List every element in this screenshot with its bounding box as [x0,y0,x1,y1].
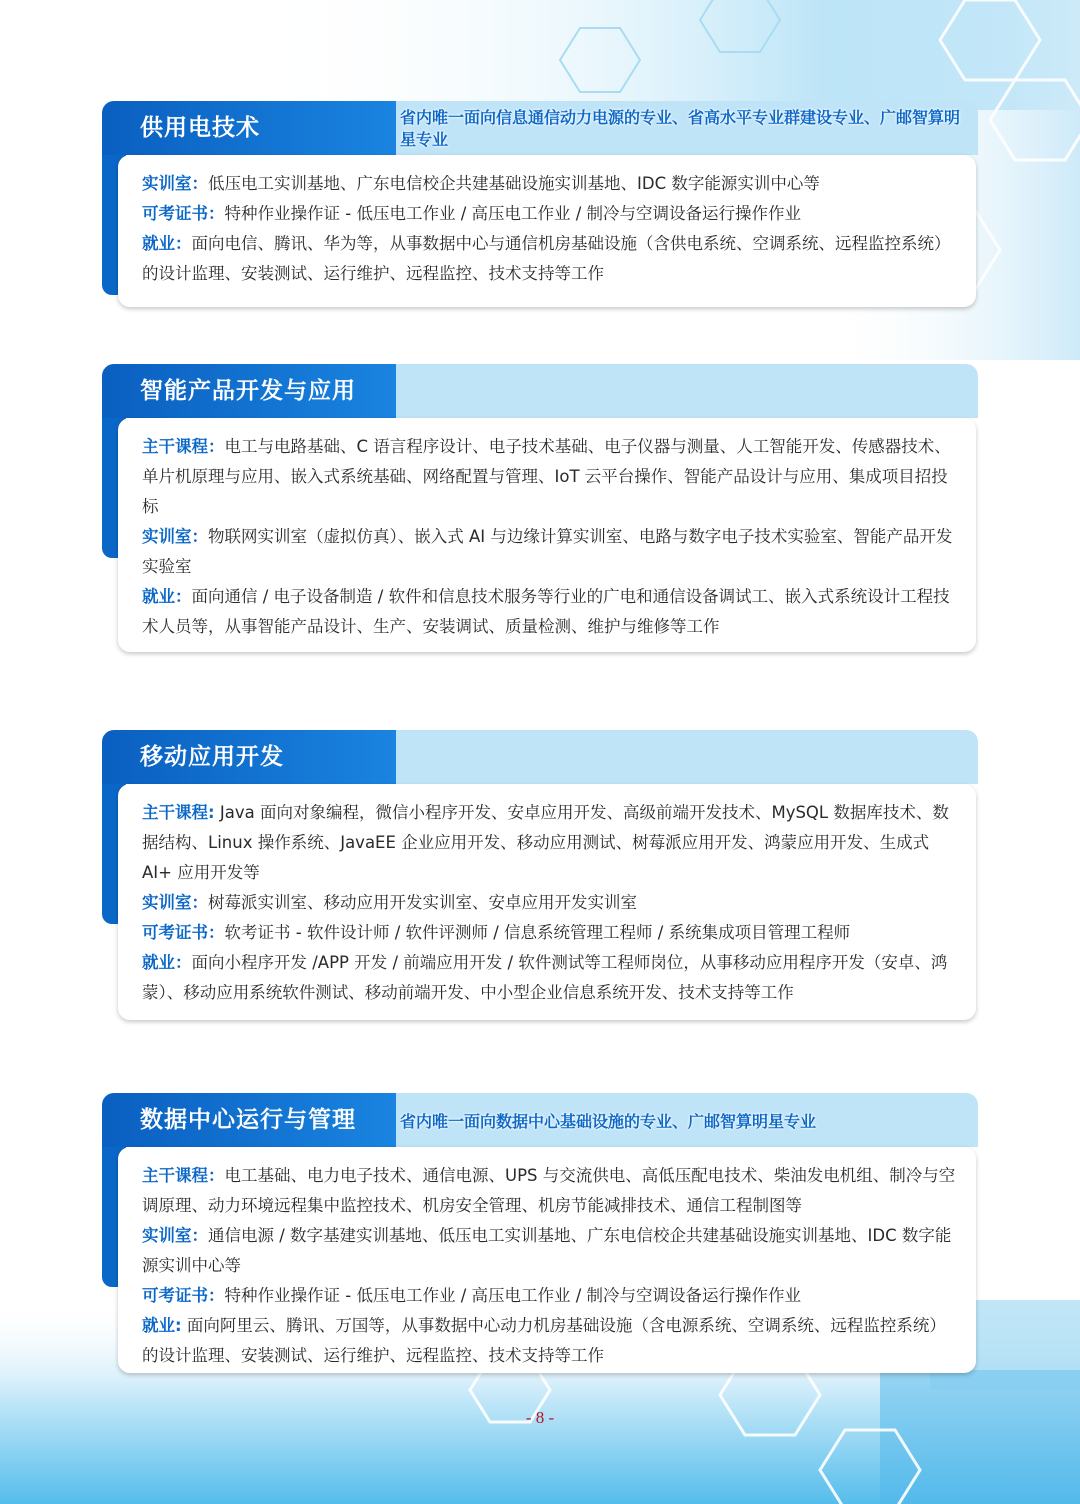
section-card [118,418,976,652]
info-line [142,798,956,888]
info-text: 面向阿里云、腾讯、万国等，从事数据中心动力机房基础设施（含电源系统、空调系统、远程监控系统）的设计监理、安装测试、运行维护、远程监控、技术支持等工作 [142,1316,946,1365]
section-title: 智能产品开发与应用 [140,378,356,404]
info-label: 可考证书： [142,1286,225,1305]
info-label: 实训室： [142,1226,208,1245]
section-card [118,155,976,307]
info-text: 特种作业操作证 - 低压电工作业 / 高压电工作业 / 制冷与空调设备运行操作作业 [224,1286,802,1305]
section-title-tab [102,364,396,418]
info-text: Java 面向对象编程，微信小程序开发、安卓应用开发、高级前端开发技术、MySQL 数据库技术、数据结构、Linux 操作系统、JavaEE 企业应用开发、移动应用测试、树莓派应用开发、鸿蒙应用开发、生成式 AI+ 应用开发等 [142,803,949,882]
info-label: 就业： [142,587,192,606]
major-section [102,730,978,1022]
section-tagline: 省内唯一面向信息通信动力电源的专业、省高水平专业群建设专业、广邮智算明星专业 [400,108,961,149]
section-card [118,1147,976,1373]
info-label: 就业： [142,234,192,253]
info-line [142,199,956,229]
info-label: 就业: [142,1316,182,1335]
section-header-bar [102,364,978,418]
info-line [142,522,956,582]
info-label: 可考证书： [142,923,225,942]
info-text: 低压电工实训基地、广东电信校企共建基础设施实训基地、IDC 数字能源实训中心等 [208,174,820,193]
info-label: 实训室： [142,893,208,912]
major-section [102,364,978,654]
info-label: 就业： [142,953,192,972]
info-label: 实训室： [142,174,208,193]
section-title-tab [102,1093,396,1147]
info-line [142,1311,956,1371]
section-title: 移动应用开发 [140,744,284,770]
info-line [142,888,956,918]
page-number: - 8 - [525,1408,555,1427]
info-text: 软考证书 - 软件设计师 / 软件评测师 / 信息系统管理工程师 / 系统集成项目管理工程师 [224,923,851,942]
info-line [142,229,956,289]
info-text: 通信电源 / 数字基建实训基地、低压电工实训基地、广东电信校企共建基础设施实训基地、IDC 数字能源实训中心等 [142,1226,952,1275]
section-header-bar [102,101,978,155]
info-line [142,1161,956,1221]
info-text: 面向电信、腾讯、华为等，从事数据中心与通信机房基础设施（含供电系统、空调系统、远程监控系统）的设计监理、安装测试、运行维护、远程监控、技术支持等工作 [142,234,951,283]
info-line [142,432,956,522]
info-text: 面向小程序开发 /APP 开发 / 前端应用开发 / 软件测试等工程师岗位，从事移动应用程序开发（安卓、鸿蒙）、移动应用系统软件测试、移动前端开发、中小型企业信息系统开发、技术支持等工作 [142,953,948,1002]
info-text: 物联网实训室（虚拟仿真）、嵌入式 AI 与边缘计算实训室、电路与数字电子技术实验室、智能产品开发实验室 [142,527,953,576]
info-line [142,1221,956,1281]
info-label: 主干课程: [142,803,215,822]
section-title-tab [102,101,396,155]
info-label: 主干课程： [142,437,225,456]
major-section [102,1093,978,1375]
info-label: 实训室： [142,527,208,546]
info-label: 可考证书： [142,204,225,223]
info-line [142,1281,956,1311]
section-tagline: 省内唯一面向数据中心基础设施的专业、广邮智算明星专业 [400,1112,817,1131]
info-line [142,169,956,199]
info-line [142,948,956,1008]
section-title: 供用电技术 [140,115,260,141]
info-text: 树莓派实训室、移动应用开发实训室、安卓应用开发实训室 [208,893,637,912]
info-text: 电工与电路基础、C 语言程序设计、电子技术基础、电子仪器与测量、人工智能开发、传感器技术、单片机原理与应用、嵌入式系统基础、网络配置与管理、IoT 云平台操作、智能产品设计与应用、集成项目招投标 [142,437,951,516]
info-text: 电工基础、电力电子技术、通信电源、UPS 与交流供电、高低压配电技术、柴油发电机组、制冷与空调原理、动力环境远程集中监控技术、机房安全管理、机房节能减排技术、通信工程制图等 [142,1166,956,1215]
major-section [102,101,978,311]
section-title: 数据中心运行与管理 [140,1107,356,1133]
info-text: 面向通信 / 电子设备制造 / 软件和信息技术服务等行业的广电和通信设备调试工、嵌入式系统设计工程技术人员等，从事智能产品设计、生产、安装调试、质量检测、维护与维修等工作 [142,587,950,636]
section-title-tab [102,730,396,784]
section-header-bar [102,1093,978,1147]
section-header-bar [102,730,978,784]
info-line [142,918,956,948]
info-line [142,582,956,642]
section-card [118,784,976,1020]
info-label: 主干课程： [142,1166,225,1185]
info-text: 特种作业操作证 - 低压电工作业 / 高压电工作业 / 制冷与空调设备运行操作作业 [224,204,802,223]
